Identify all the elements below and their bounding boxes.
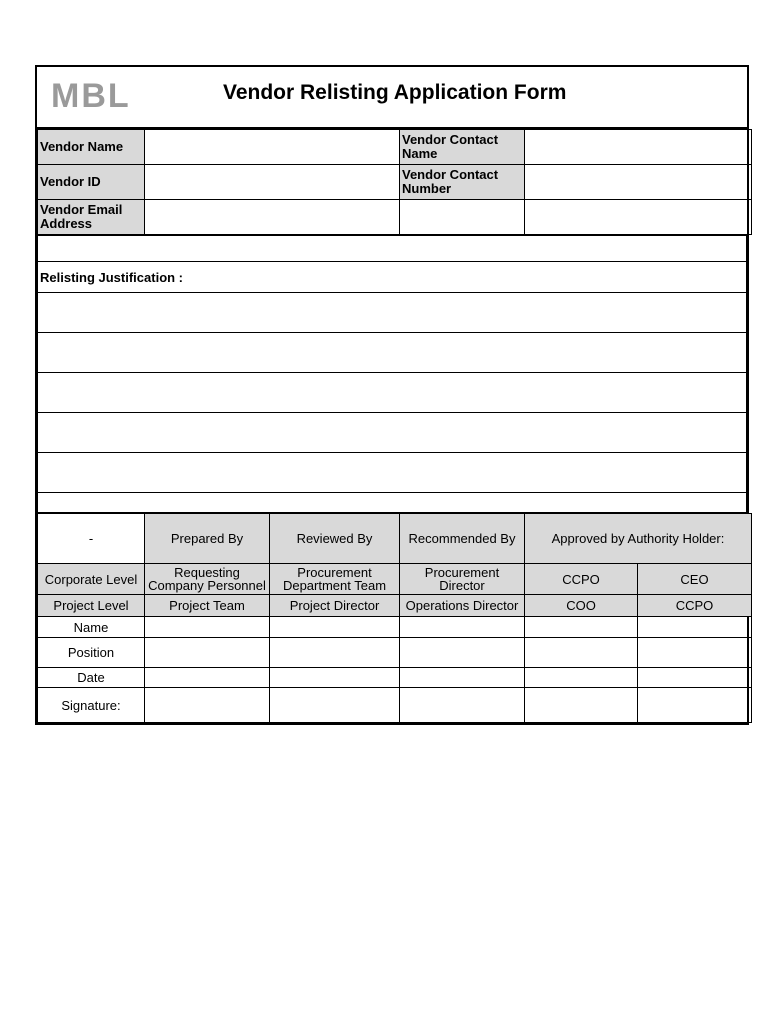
vendor-id-label: Vendor ID bbox=[38, 165, 145, 200]
justification-label: Relisting Justification : bbox=[38, 262, 747, 293]
date-input[interactable] bbox=[638, 668, 752, 688]
date-input[interactable] bbox=[525, 668, 638, 688]
justification-line[interactable] bbox=[38, 333, 747, 373]
approval-header-dash: - bbox=[38, 514, 145, 564]
position-input[interactable] bbox=[270, 638, 400, 668]
position-input[interactable] bbox=[525, 638, 638, 668]
justification-line[interactable] bbox=[38, 293, 747, 333]
vendor-name-label: Vendor Name bbox=[38, 130, 145, 165]
date-input[interactable] bbox=[270, 668, 400, 688]
reviewed-by-header: Reviewed By bbox=[270, 514, 400, 564]
signature-row-label: Signature: bbox=[38, 688, 145, 723]
logo-text: MBL bbox=[51, 77, 131, 115]
justification-line[interactable] bbox=[38, 453, 747, 493]
vendor-contact-name-field[interactable] bbox=[525, 130, 752, 165]
vendor-contact-number-field[interactable] bbox=[525, 165, 752, 200]
justification-line[interactable] bbox=[38, 373, 747, 413]
corporate-prepared: Requesting Company Personnel bbox=[145, 564, 270, 595]
separator-row bbox=[38, 236, 747, 262]
date-input[interactable] bbox=[400, 668, 525, 688]
date-row-label: Date bbox=[38, 668, 145, 688]
empty-cell bbox=[400, 200, 525, 235]
name-input[interactable] bbox=[270, 617, 400, 638]
justification-table bbox=[37, 235, 747, 513]
vendor-contact-number-label: Vendor Contact Number bbox=[400, 165, 525, 200]
spacer-row bbox=[38, 493, 747, 513]
form-title: Vendor Relisting Application Form bbox=[223, 81, 567, 104]
name-input[interactable] bbox=[525, 617, 638, 638]
signature-input[interactable] bbox=[525, 688, 638, 723]
form-header bbox=[37, 67, 747, 129]
approved-by-header: Approved by Authority Holder: bbox=[525, 514, 752, 564]
corporate-approver-1: CCPO bbox=[525, 564, 638, 595]
position-row-label: Position bbox=[38, 638, 145, 668]
approval-table bbox=[37, 513, 752, 723]
name-row-label: Name bbox=[38, 617, 145, 638]
recommended-by-header: Recommended By bbox=[400, 514, 525, 564]
signature-input[interactable] bbox=[638, 688, 752, 723]
position-input[interactable] bbox=[638, 638, 752, 668]
signature-input[interactable] bbox=[400, 688, 525, 723]
position-input[interactable] bbox=[400, 638, 525, 668]
empty-cell bbox=[525, 200, 752, 235]
company-logo bbox=[51, 79, 131, 113]
prepared-by-header: Prepared By bbox=[145, 514, 270, 564]
vendor-contact-name-label: Vendor Contact Name bbox=[400, 130, 525, 165]
date-input[interactable] bbox=[145, 668, 270, 688]
vendor-relisting-form bbox=[35, 65, 749, 725]
vendor-email-label: Vendor Email Address bbox=[38, 200, 145, 235]
vendor-id-field[interactable] bbox=[145, 165, 400, 200]
name-input[interactable] bbox=[400, 617, 525, 638]
project-reviewed: Project Director bbox=[270, 595, 400, 617]
name-input[interactable] bbox=[638, 617, 752, 638]
justification-line[interactable] bbox=[38, 413, 747, 453]
project-level-label: Project Level bbox=[38, 595, 145, 617]
corporate-approver-2: CEO bbox=[638, 564, 752, 595]
corporate-reviewed: Procurement Department Team bbox=[270, 564, 400, 595]
corporate-recommended: Procurement Director bbox=[400, 564, 525, 595]
project-recommended: Operations Director bbox=[400, 595, 525, 617]
corporate-level-label: Corporate Level bbox=[38, 564, 145, 595]
vendor-name-field[interactable] bbox=[145, 130, 400, 165]
project-approver-1: COO bbox=[525, 595, 638, 617]
project-prepared: Project Team bbox=[145, 595, 270, 617]
name-input[interactable] bbox=[145, 617, 270, 638]
vendor-info-table bbox=[37, 129, 752, 235]
signature-input[interactable] bbox=[270, 688, 400, 723]
project-approver-2: CCPO bbox=[638, 595, 752, 617]
vendor-email-field[interactable] bbox=[145, 200, 400, 235]
signature-input[interactable] bbox=[145, 688, 270, 723]
position-input[interactable] bbox=[145, 638, 270, 668]
